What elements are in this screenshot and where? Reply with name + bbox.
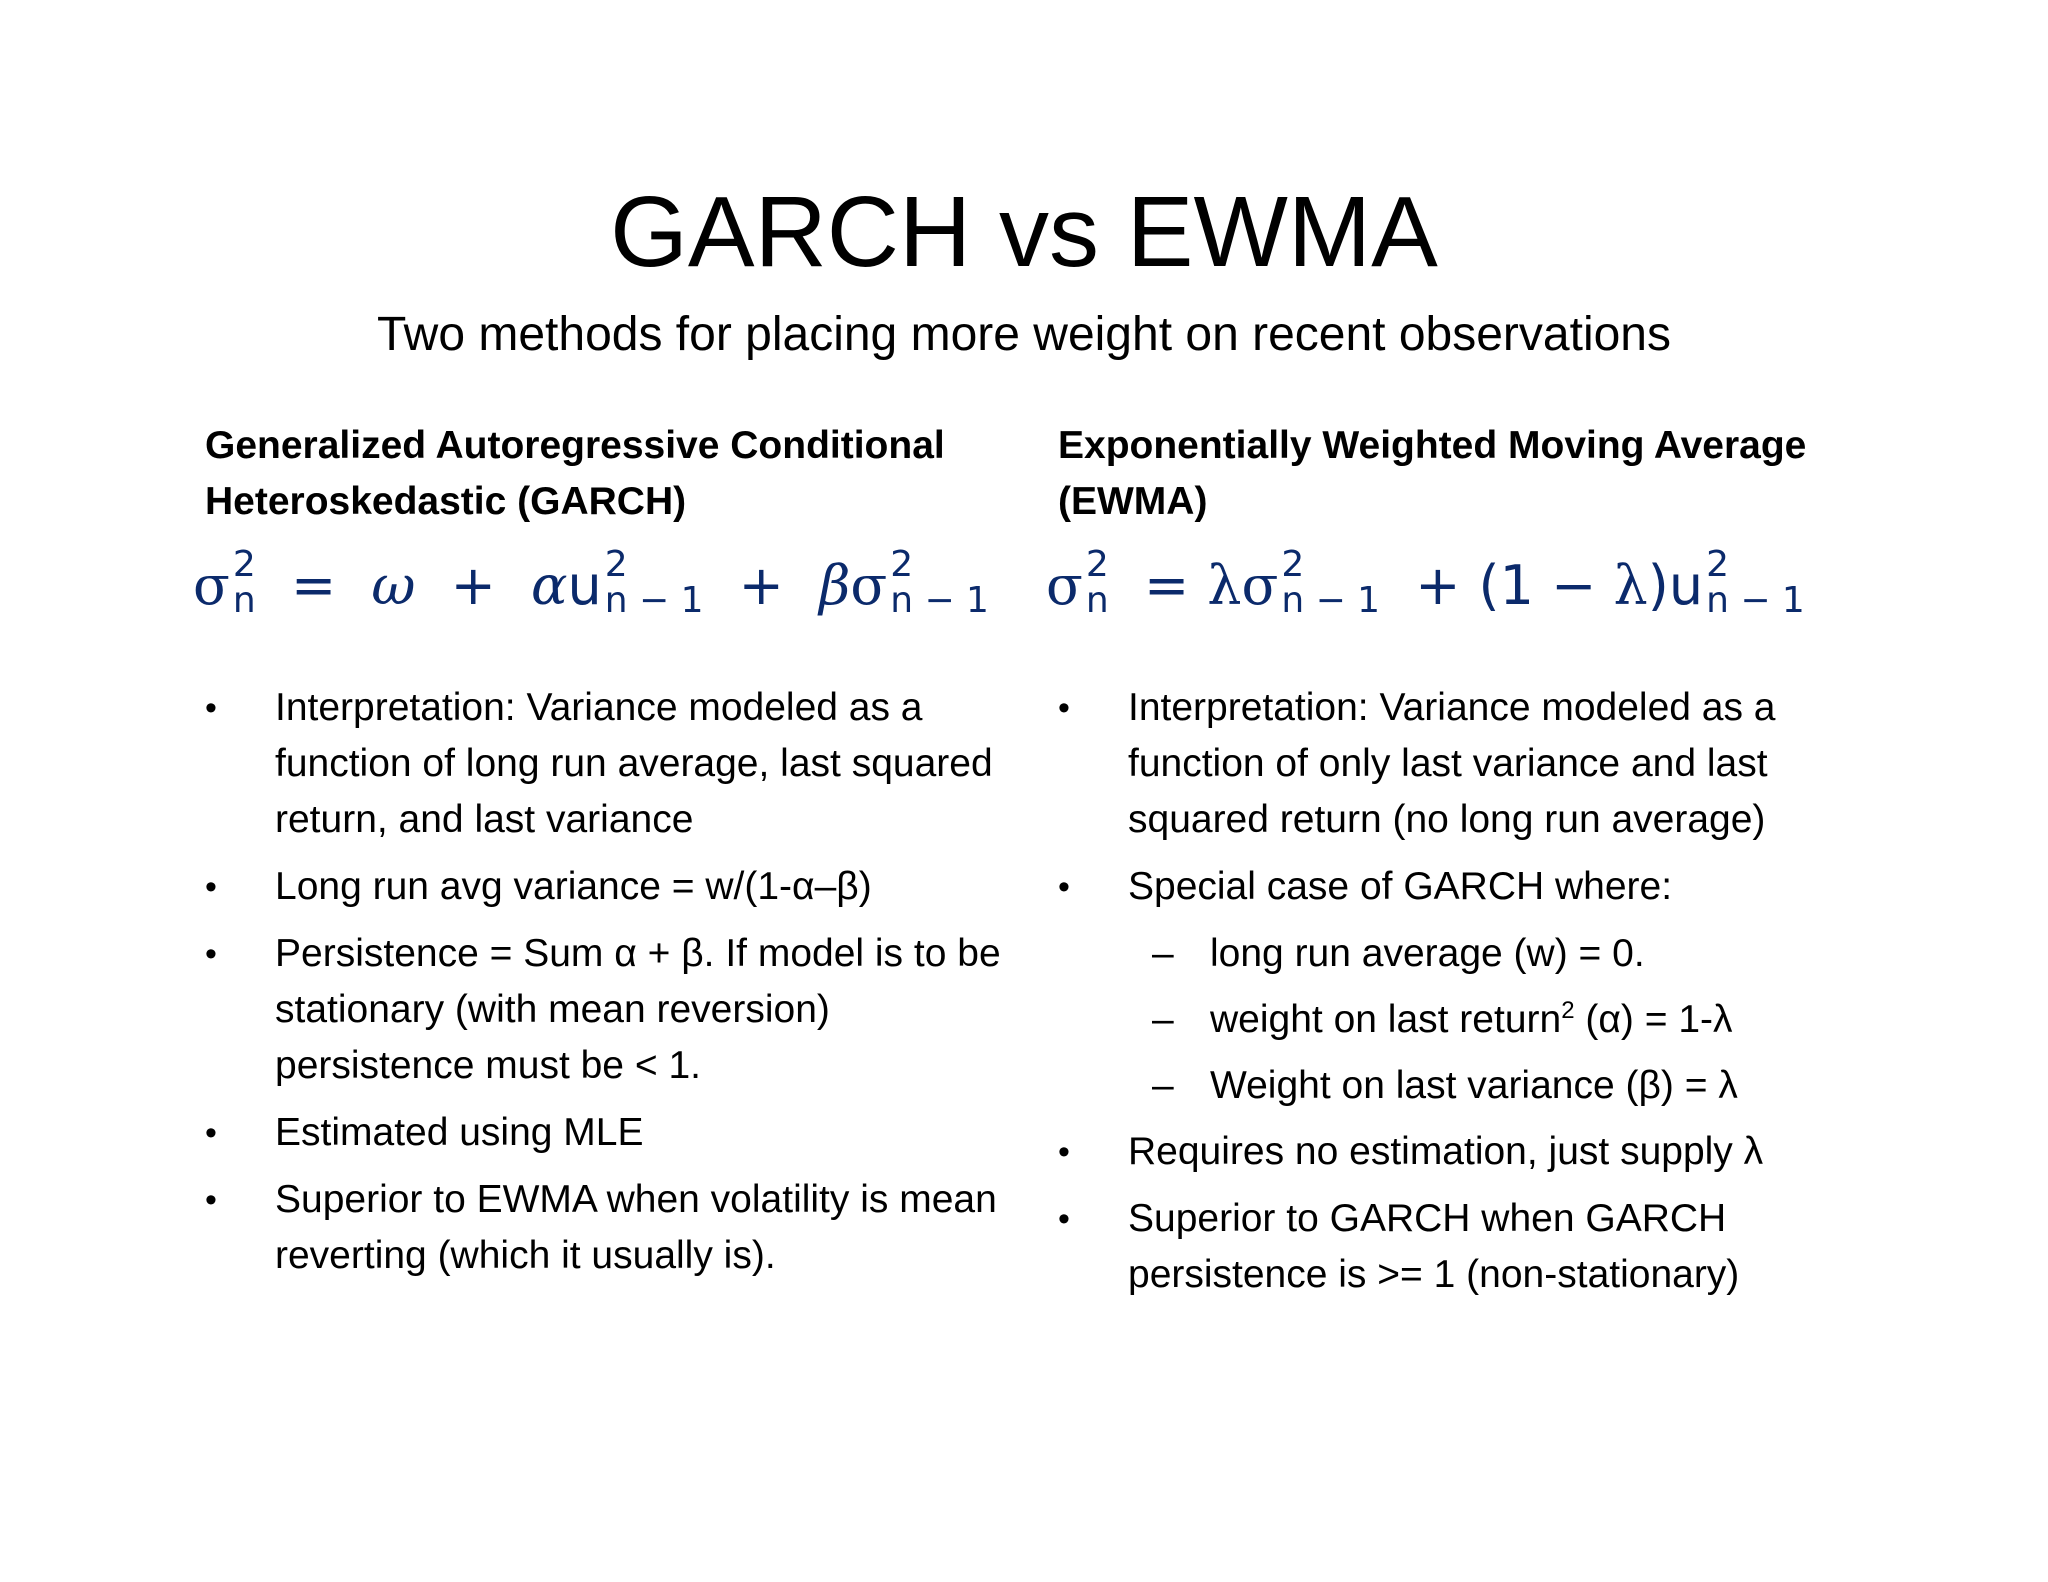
garch-heading xyxy=(205,418,1025,530)
ewma-heading xyxy=(1058,418,1878,530)
bullet-icon: • xyxy=(1058,1200,1070,1238)
list-subitem: – long run average (w) = 0. xyxy=(1058,926,1878,982)
alpha-symbol: α xyxy=(531,554,568,617)
list-item: • Estimated using MLE xyxy=(205,1105,1025,1161)
list-item: • Superior to EWMA when volatility is mean reverting (which it usually is). xyxy=(205,1172,1025,1284)
list-item: • Persistence = Sum α + β. If model is to be stationary (with mean reversion) persistence must be < 1. xyxy=(205,926,1025,1094)
garch-heading-line1: Generalized Autoregressive Conditional xyxy=(205,424,945,467)
bullet-icon: • xyxy=(205,689,217,727)
list-subitem: – weight on last return$^2$ (α) = 1-λ xyxy=(1058,992,1878,1048)
dash-icon: – xyxy=(1152,998,1174,1041)
list-item: • Interpretation: Variance modeled as a function of long run average, last squared return, and last variance xyxy=(205,680,1025,848)
ewma-column xyxy=(1046,418,1878,1296)
dash-icon: – xyxy=(1152,932,1174,975)
list-item: • Interpretation: Variance modeled as a function of only last variance and last squared return (no long run average) xyxy=(1058,680,1878,848)
garch-column xyxy=(193,418,1025,1277)
sigma-symbol: σ xyxy=(193,554,230,617)
lambda-symbol: λ xyxy=(1207,554,1242,617)
bullet-icon: • xyxy=(205,935,217,973)
bullet-icon: • xyxy=(1058,1133,1070,1171)
list-subitem: – Weight on last variance (β) = λ xyxy=(1058,1058,1878,1114)
garch-formula: σ 2 n = ω + αu 2 n − 1 + βσ 2 n − 1 xyxy=(193,544,989,621)
omega-symbol: ω xyxy=(371,554,416,617)
garch-bullet-list xyxy=(205,680,1025,1295)
bullet-icon: • xyxy=(1058,868,1070,906)
bullet-icon: • xyxy=(205,868,217,906)
list-item: • Superior to GARCH when GARCH persistence is >= 1 (non-stationary) xyxy=(1058,1191,1878,1303)
slide-subtitle: Two methods for placing more weight on recent observations xyxy=(376,308,1671,361)
beta-symbol: β xyxy=(819,554,851,617)
bullet-icon: • xyxy=(1058,689,1070,727)
bullet-icon: • xyxy=(205,1114,217,1152)
garch-heading-line2: Heteroskedastic (GARCH) xyxy=(205,480,687,523)
slide-title: GARCH vs EWMA xyxy=(610,176,1438,288)
ewma-bullet-list xyxy=(1058,680,1878,1314)
ewma-formula: σ 2 n = λσ 2 n − 1 + (1 − λ)u 2 n − 1 xyxy=(1046,544,1805,621)
bullet-icon: • xyxy=(205,1181,217,1219)
list-item: • Long run avg variance = w/(1-α–β) xyxy=(205,859,1025,915)
list-item: • Requires no estimation, just supply λ xyxy=(1058,1124,1878,1180)
dash-icon: – xyxy=(1152,1064,1174,1107)
ewma-heading-line2: (EWMA) xyxy=(1058,480,1208,523)
list-item: • Special case of GARCH where: xyxy=(1058,859,1878,915)
sigma-symbol: σ xyxy=(1046,554,1083,617)
ewma-heading-line1: Exponentially Weighted Moving Average xyxy=(1058,424,1807,467)
